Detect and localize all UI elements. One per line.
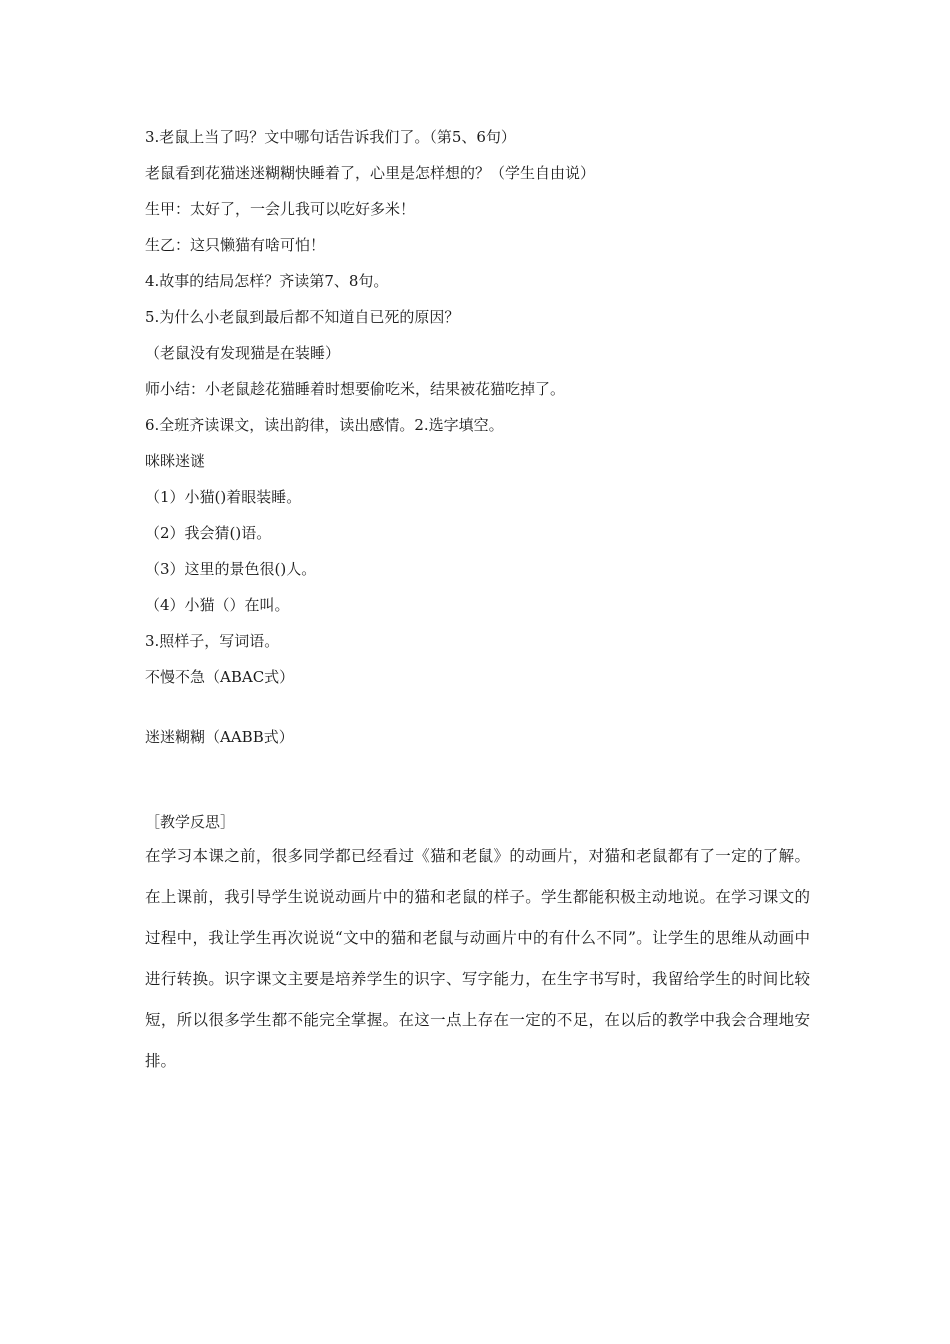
text-line: 迷迷糊糊（AABB式） [145,728,294,746]
text-line: （3）这里的景色很()人。 [145,560,317,578]
text-line: 4.故事的结局怎样？齐读第7、8句。 [145,272,389,290]
text-line: 不慢不急（ABAC式） [145,668,295,686]
text-line: （1）小猫()着眼装睡。 [145,488,302,506]
text-line: 6.全班齐读课文，读出韵律，读出感情。2.选字填空。 [145,416,504,434]
text-line: 咪眯迷谜 [145,452,206,470]
text-line: （老鼠没有发现猫是在装睡） [145,344,341,362]
text-line: 5.为什么小老鼠到最后都不知道自已死的原因？ [145,308,460,326]
text-line: （4）小猫（）在叫。 [145,596,290,614]
text-line: 师小结：小老鼠趁花猫睡着时想要偷吃米，结果被花猫吃掉了。 [145,380,566,398]
text-line: （2）我会猜()语。 [145,524,272,542]
text-line: 3.老鼠上当了吗？文中哪句话告诉我们了。（第5、6句） [145,128,516,146]
text-line: 3.照样子，写词语。 [145,632,280,650]
section-heading: ［教学反思］ [145,813,236,831]
text-line: 生乙：这只懒猫有啥可怕！ [145,236,326,254]
reflection-paragraph: 在学习本课之前，很多同学都已经看过《猫和老鼠》的动画片，对猫和老鼠都有了一定的了解。在上课前，我引导学生说说动画片中的猫和老鼠的样子。学生都能积极主动地说。在学习课文的过程中，我让学生再次说说“文中的猫和老鼠与动画片中的有什么不同”。让学生的思维从动画中进行转换。识字课文主要是培养学生的识字、写字能力，在生字书写时，我留给学生的时间比较短，所以很多学生都不能完全掌握。在这一点上存在一定的不足，在以后的教学中我会合理地安排。 [145,847,810,1070]
text-line: 生甲：太好了，一会儿我可以吃好多米！ [145,200,416,218]
text-line: 老鼠看到花猫迷迷糊糊快睡着了，心里是怎样想的？（学生自由说） [145,164,596,182]
